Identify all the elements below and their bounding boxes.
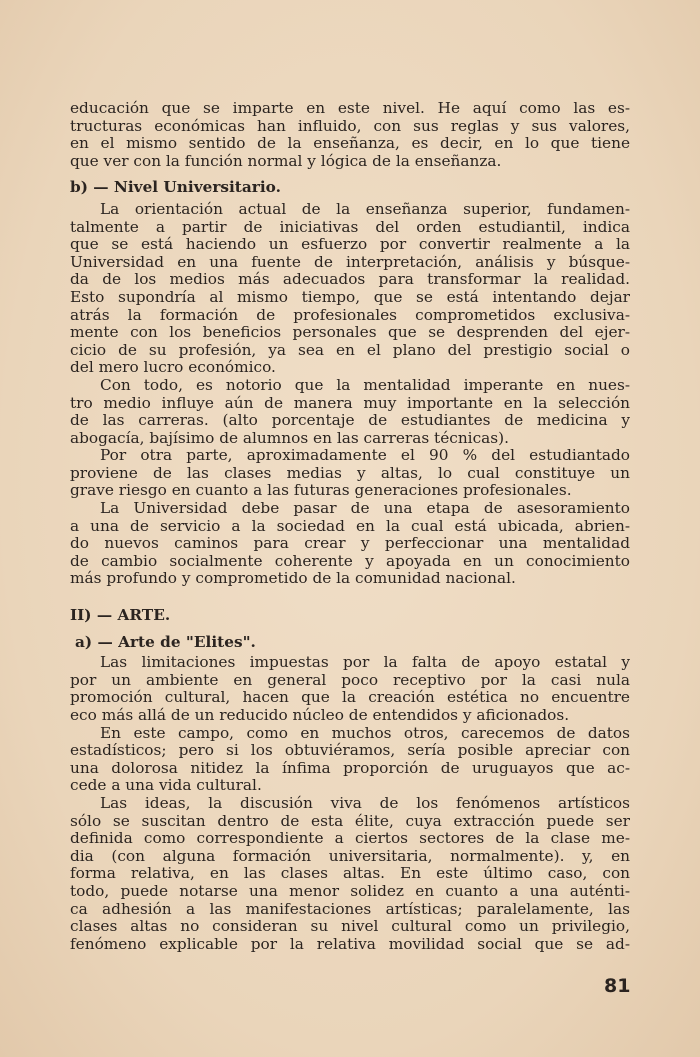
text-line: una dolorosa nitidez la ínfima proporción de uruguayos que ac-: [70, 758, 630, 777]
text-line: Las limitaciones impuestas por la falta de apoyo estatal y: [100, 653, 630, 672]
text-line: fenómeno explicable por la relativa movilidad social que se ad-: [70, 934, 630, 953]
text-line: de cambio socialmente coherente y apoyada en un conocimiento: [70, 551, 630, 570]
paragraph: [70, 500, 630, 588]
text-line: La orientación actual de la enseñanza superior, fundamen-: [100, 199, 630, 218]
text-line: promoción cultural, hacen que la creación estética no encuentre: [70, 688, 630, 707]
text-line: Las ideas, la discusión viva de los fenómenos artísticos: [100, 793, 630, 812]
text-line: en el mismo sentido de la enseñanza, es decir, en lo que tiene: [70, 134, 630, 153]
text-line: que ver con la función normal y lógica de la enseñanza.: [70, 151, 502, 170]
text-line: de las carreras. (alto porcentaje de estudiantes de medicina y: [70, 411, 630, 430]
text-line: abogacía, bajísimo de alumnos en las carreras técnicas).: [70, 428, 509, 447]
text-line: proviene de las clases medias y altas, lo cual constituye un: [70, 463, 630, 482]
text-line: Por otra parte, aproximadamente el 90 % del estudiantado: [100, 446, 630, 465]
text-line: atrás la formación de profesionales comprometidos exclusiva-: [70, 305, 630, 324]
text-line: eco más allá de un reducido núcleo de entendidos y aficionados.: [70, 706, 570, 724]
paragraph: [70, 377, 630, 447]
text-line: Con todo, es notorio que la mentalidad imperante en nues-: [100, 375, 630, 394]
text-line: definida como correspondiente a ciertos sectores de la clase me-: [70, 829, 630, 848]
text-line: cede a una vida cultural.: [70, 776, 262, 795]
heading-arte: II) — ARTE.: [70, 606, 171, 625]
paragraph: [70, 795, 630, 953]
text-line: En este campo, como en muchos otros, carecemos de datos: [100, 723, 630, 742]
text-line: que se está haciendo un esfuerzo por convertir realmente a la: [70, 235, 630, 254]
text-line: dia (con alguna formación universitaria, normalmente). y, en: [70, 846, 630, 865]
text-line: Universidad en una fuente de interpretación, análisis y búsque-: [70, 252, 630, 271]
text-line: clases altas no consideran su nivel cultural como un privilegio,: [70, 917, 630, 936]
paragraph: [70, 201, 630, 377]
paragraph: [70, 654, 630, 724]
text-line: La Universidad debe pasar de una etapa de asesoramiento: [100, 499, 630, 518]
text-line: sólo se suscitan dentro de esta élite, cuya extracción puede ser: [70, 811, 630, 830]
text-line: do nuevos caminos para crear y perfeccionar una mentalidad: [70, 534, 630, 553]
text-line: estadísticos; pero si los obtuviéramos, sería posible apreciar con: [70, 741, 630, 760]
text-line: Esto supondría al mismo tiempo, que se está intentando dejar: [70, 287, 630, 306]
text-line: da de los medios más adecuados para transformar la realidad.: [70, 270, 630, 289]
page-number: 81: [604, 975, 631, 997]
heading-nivel-universitario: b) — Nivel Universitario.: [70, 178, 281, 197]
text-line: forma relativa, en las clases altas. En este último caso, con: [70, 864, 630, 883]
text-line: más profundo y comprometido de la comunidad nacional.: [70, 569, 516, 588]
text-line: tro medio influye aún de manera muy importante en la selección: [70, 393, 630, 412]
text-line: grave riesgo en cuanto a las futuras generaciones profesionales.: [70, 481, 572, 500]
body-text: [70, 100, 630, 953]
text-line: ca adhesión a las manifestaciones artísticas; paralelamente, las: [70, 899, 630, 918]
paragraph: [70, 725, 630, 795]
text-line: cicio de su profesión, ya sea en el plano del prestigio social o: [70, 340, 630, 359]
heading-arte-de-elites: a) — Arte de "Elites".: [75, 632, 256, 651]
text-line: del mero lucro económico.: [70, 358, 276, 377]
text-line: mente con los beneficios personales que se desprenden del ejer-: [70, 323, 630, 342]
text-line: a una de servicio a la sociedad en la cual está ubicada, abrien-: [70, 516, 630, 535]
text-line: todo, puede notarse una menor solidez en cuanto a una auténti-: [70, 881, 630, 900]
text-line: por un ambiente en general poco receptivo por la casi nula: [70, 670, 630, 689]
text-line: talmente a partir de iniciativas del orden estudiantil, indica: [70, 217, 630, 236]
text-line: tructuras económicas han influido, con sus reglas y sus valores,: [70, 116, 630, 135]
paragraph: [70, 447, 630, 500]
text-line: educación que se imparte en este nivel. He aquí como las es-: [70, 99, 630, 117]
intro-paragraph: [70, 100, 630, 170]
